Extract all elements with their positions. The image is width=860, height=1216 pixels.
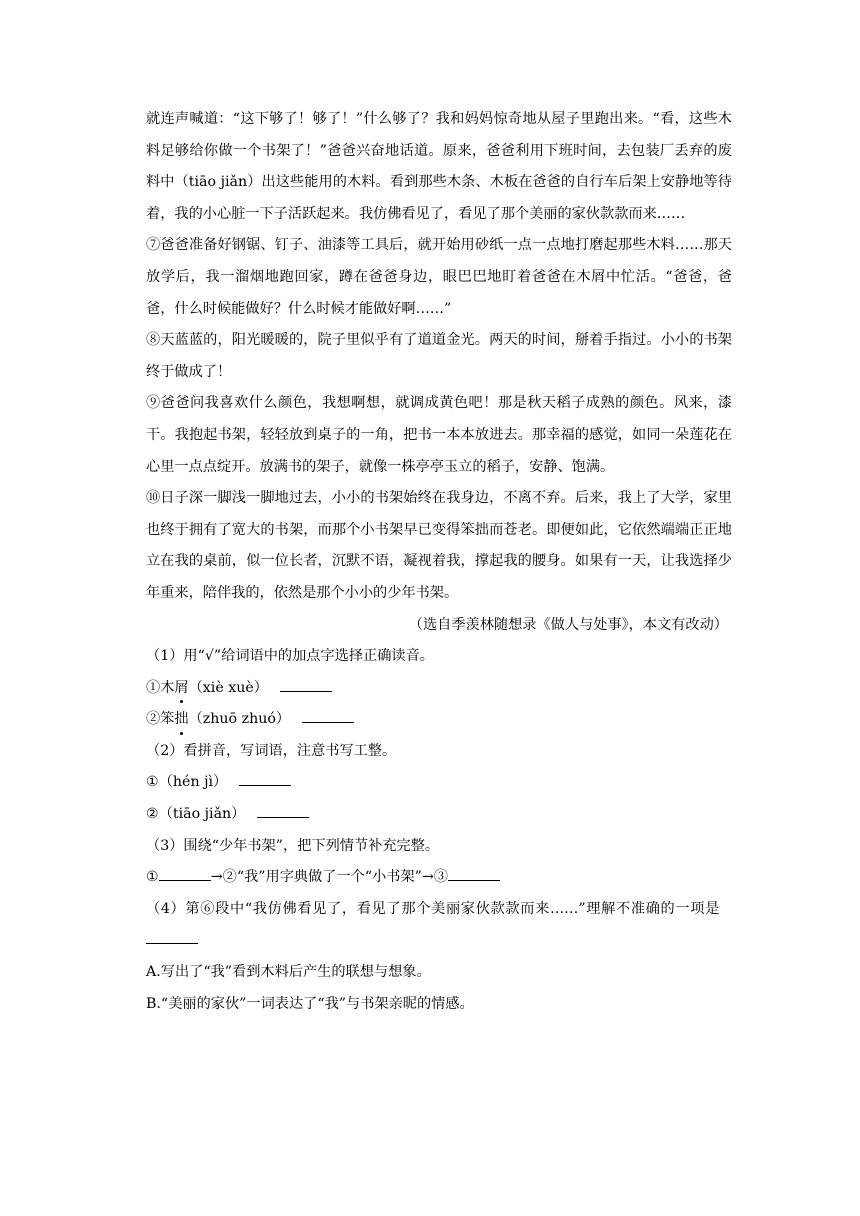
question-2-item-b [146, 799, 732, 831]
question-3-sequence [146, 862, 732, 894]
question-4-text: （4）第⑥段中“我仿佛看见了，看见了那个美丽家伙款款而来……”理解不准确的一项是 [146, 900, 720, 917]
answer-blank[interactable] [146, 929, 198, 944]
dotted-character: 屑 [174, 673, 188, 705]
pinyin-options: （xiè xuè） [188, 679, 268, 696]
arrow-icon: → [421, 869, 434, 886]
pinyin-prompt: ②（tiāo jiǎn） [146, 806, 246, 823]
word-prefix: 笨 [160, 711, 175, 728]
answer-blank[interactable] [159, 866, 211, 881]
source-citation: （选自季羡林随想录《做人与处事》，本文有改动） [408, 616, 728, 633]
paragraph-6-continued: 就连声喊道：“这下够了！够了！”什么够了？我和妈妈惊奇地从屋子里跑出来。“看，这些木料足够给你做一个书架了！”爸爸兴奋地话道。原来，爸爸利用下班时间，去包装厂丢弃的废料中（tiāo jiǎn）出这些能用的木料。看到那些木条、木板在爸爸的自行车后架上安静地等待着，我的小心脏一下子活跃起来。我仿佛看见了，看见了那个美丽的家伙款款而来…… [146, 111, 732, 222]
item-number: ① [146, 869, 159, 886]
question-4-option-b[interactable]: B.“美丽的家伙”一词表达了“我”与书架亲昵的情感。 [146, 995, 474, 1012]
paragraph-7: ⑦爸爸准备好钢锯、钉子、油漆等工具后，就开始用砂纸一点一点地打磨起那些木料……那天放学后，我一溜烟地跑回家，蹲在爸爸身边，眼巴巴地盯着爸爸在木屑中忙活。“爸爸，爸爸，什么时候能做好？什么时候才能做好啊……” [146, 237, 732, 317]
arrow-icon: → [210, 869, 223, 886]
question-2-prompt: （2）看拼音，写词语，注意书写工整。 [146, 742, 397, 759]
answer-blank[interactable] [257, 803, 309, 818]
question-2-item-a [146, 767, 732, 799]
item-number: ① [146, 679, 161, 696]
answer-blank[interactable] [239, 771, 291, 786]
question-1-item-a [146, 673, 732, 705]
paragraph-10: ⑩日子深一脚浅一脚地过去，小小的书架始终在我身边，不离不弃。后来，我上了大学，家里也终于拥有了宽大的书架，而那个小书架早已变得笨拙而苍老。即便如此，它依然端端正正地立在我的桌前，似一位长者，沉默不语，凝视着我，撑起我的腰身。如果有一天，让我选择少年重来，陪伴我的，依然是那个小小的少年书架。 [146, 490, 732, 601]
question-3-prompt: （3）围绕“少年书架”，把下列情节补充完整。 [146, 837, 440, 854]
plot-step-2: ②“我”用字典做了一个“小书架” [222, 869, 422, 886]
answer-blank[interactable] [280, 677, 332, 692]
word-prefix: 木 [160, 679, 175, 696]
pinyin-options: （zhuō zhuó） [188, 711, 291, 728]
answer-blank[interactable] [448, 866, 500, 881]
paragraph-8: ⑧天蓝蓝的，阳光暖暖的，院子里似乎有了道道金光。两天的时间，掰着手指过。小小的书架终于做成了！ [146, 332, 732, 380]
dotted-character: 拙 [174, 704, 188, 736]
item-number: ② [146, 711, 161, 728]
answer-blank[interactable] [302, 708, 354, 723]
pinyin-prompt: ①（hén jì） [146, 774, 228, 791]
document-content [146, 104, 732, 1020]
question-4-prompt [146, 894, 732, 957]
paragraph-9: ⑨爸爸问我喜欢什么颜色，我想啊想，就调成黄色吧！那是秋天稻子成熟的颜色。风来，漆干。我抱起书架，轻轻放到桌子的一角，把书一本本放进去。那幸福的感觉，如同一朵莲花在心里一点点绽开。放满书的架子，就像一株亭亭玉立的稻子，安静、饱满。 [146, 395, 732, 475]
question-1-item-b [146, 704, 732, 736]
question-4-option-a[interactable]: A.写出了“我”看到木料后产生的联想与想象。 [146, 964, 431, 981]
question-1-prompt: （1）用“√”给词语中的加点字选择正确读音。 [146, 648, 434, 665]
item-number: ③ [433, 869, 448, 886]
